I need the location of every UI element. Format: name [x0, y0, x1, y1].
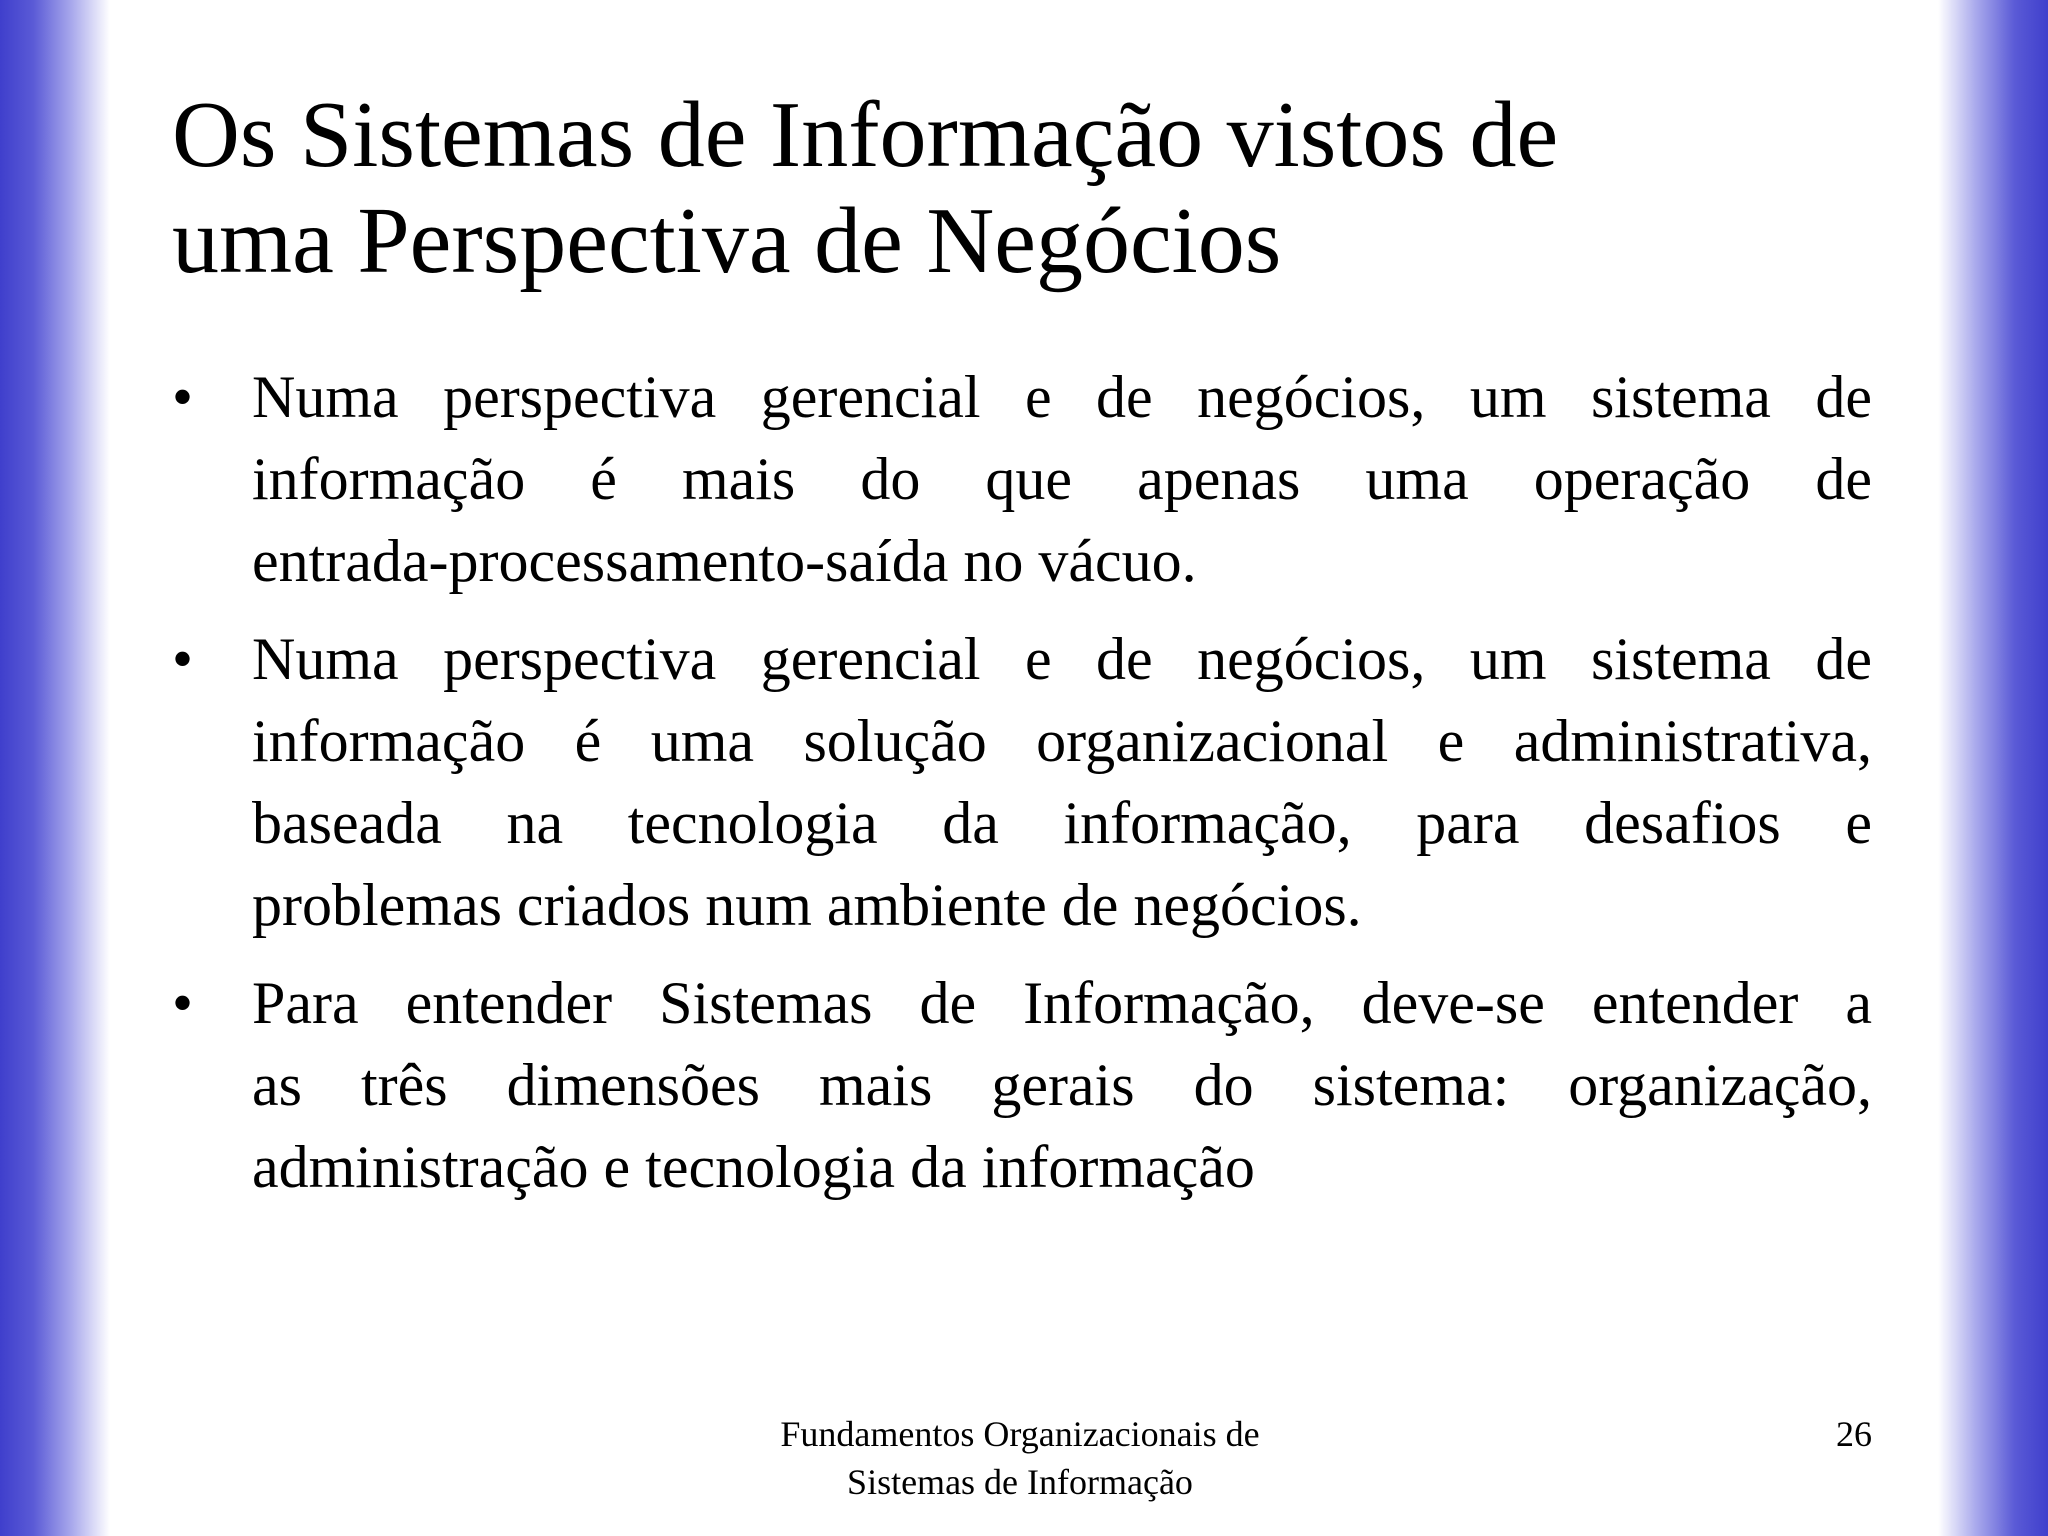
bullet-line: as três dimensões mais gerais do sistema: organização, — [252, 1052, 1872, 1118]
bullet-line: informação é uma solução organizacional e administrativa, — [252, 708, 1872, 774]
bullet-line: baseada na tecnologia da informação, para desafios e — [252, 790, 1872, 856]
slide-title — [172, 82, 1912, 294]
bullet-icon: • — [172, 626, 194, 692]
bullet-line: Para entender Sistemas de Informação, deve-se entender a — [252, 970, 1872, 1036]
bullet-text — [252, 962, 1872, 1208]
bullet-line: Numa perspectiva gerencial e de negócios, um sistema de — [252, 364, 1872, 430]
bullet-icon: • — [172, 364, 194, 430]
slide-title-line-1: Os Sistemas de Informação vistos de — [172, 83, 1559, 187]
bullet-line: entrada-processamento-saída no vácuo. — [252, 528, 1197, 594]
footer-line-1: Fundamentos Organizacionais de — [780, 1414, 1260, 1454]
bullet-item — [172, 356, 1872, 602]
bullet-line: administração e tecnologia da informação — [252, 1134, 1255, 1200]
footer-line-2: Sistemas de Informação — [847, 1462, 1193, 1502]
bullet-text — [252, 356, 1872, 602]
bullet-icon: • — [172, 970, 194, 1036]
bullet-line: problemas criados num ambiente de negócios. — [252, 872, 1362, 938]
slide-footer — [700, 1410, 1340, 1506]
slide-title-line-2: uma Perspectiva de Negócios — [172, 189, 1282, 293]
left-gradient-border — [0, 0, 110, 1536]
right-gradient-border — [1938, 0, 2048, 1536]
bullet-item — [172, 618, 1872, 946]
bullet-item — [172, 962, 1872, 1208]
bullet-text — [252, 618, 1872, 946]
bullet-list — [172, 356, 1872, 1224]
bullet-line: Numa perspectiva gerencial e de negócios, um sistema de — [252, 626, 1872, 692]
page-number: 26 — [1836, 1414, 1872, 1454]
bullet-line: informação é mais do que apenas uma operação de — [252, 446, 1872, 512]
